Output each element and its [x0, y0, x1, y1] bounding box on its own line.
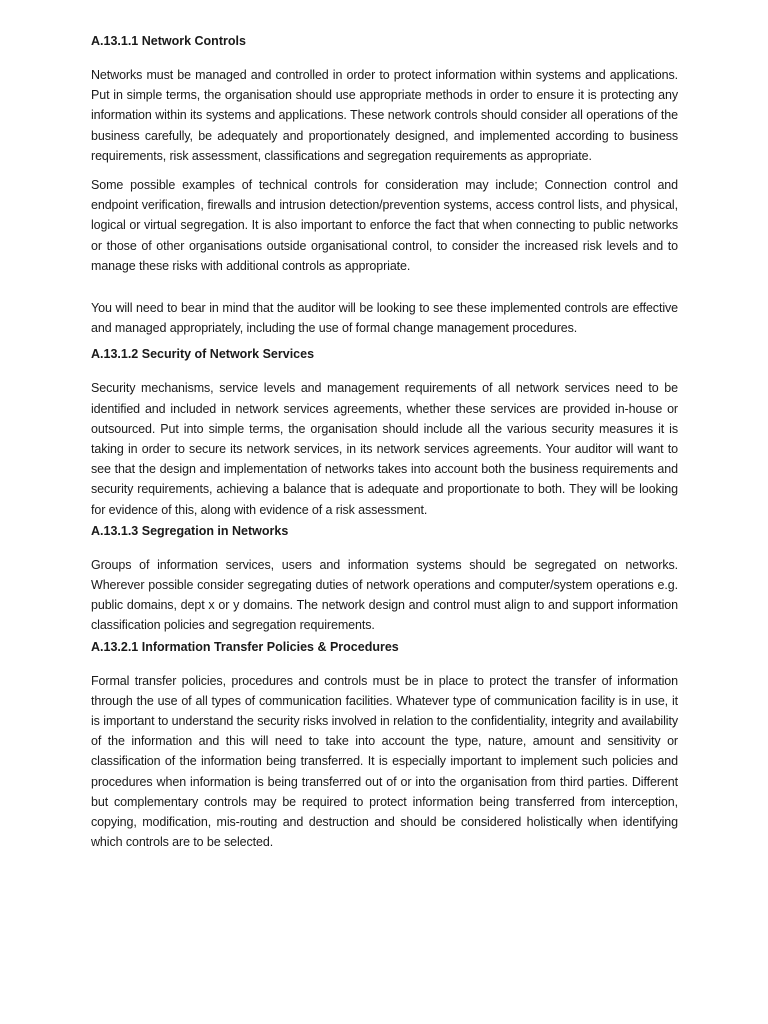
section-heading-network-controls: A.13.1.1 Network Controls [91, 34, 246, 48]
section-heading-segregation-in-networks: A.13.1.3 Segregation in Networks [91, 523, 289, 538]
paragraph-network-controls-2: Some possible examples of technical controls for consideration may include; Connection control and endpoint verification, firewalls and intrusion detection/prevention systems, access control lists, and physical, logical or virtual segregation. It is also important to enforce the fact that when connecting to public networks or those of other organisations outside organisational control, to consider the increased risk levels and to manage these risks with additional controls as appropriate. [91, 178, 678, 273]
document-page [91, 31, 678, 853]
paragraph-information-transfer: Formal transfer policies, procedures and controls must be in place to protect the transfer of information through the use of all types of communication facilities. Whatever type of communication facility is in use, it is important to understand the security risks involved in relation to the confidentiality, integrity and availability of the information and this will need to take into account the type, nature, amount and sensitivity or classification of the information being transferred. It is especially important to implement such policies and procedures when information is being transferred out of or into the organisation from third parties. Different but complementary controls may be required to protect information being transferred from interception, copying, modification, mis-routing and destruction and should be considered holistically when identifying which controls are to be selected. [91, 673, 678, 850]
paragraph-security-of-network-services: Security mechanisms, service levels and management requirements of all network services need to be identified and included in network services agreements, whether these services are provided in-house or outsourced. Put into simple terms, the organisation should include all the various security measures it is taking in order to secure its network services, in its network services agreements. Your auditor will want to see that the design and implementation of networks takes into account both the business requirements and security requirements, achieving a balance that is adequate and proportionate to both. They will be looking for evidence of this, along with evidence of a risk assessment. [91, 381, 678, 517]
section-heading-information-transfer: A.13.2.1 Information Transfer Policies & Procedures [91, 639, 399, 654]
section-heading-security-of-network-services: A.13.1.2 Security of Network Services [91, 347, 315, 362]
paragraph-network-controls-3: You will need to bear in mind that the auditor will be looking to see these implemented controls are effective and managed appropriately, including the use of formal change management procedures. [91, 301, 678, 336]
paragraph-network-controls-1: Networks must be managed and controlled in order to protect information within systems and applications. Put in simple terms, the organisation should use appropriate methods in order to ensure it is protecting any information within its systems and applications. These network controls should consider all operations of the business carefully, be adequately and proportionately designed, and implemented according to business requirements, risk assessment, classifications and segregation requirements as appropriate. [91, 68, 678, 163]
paragraph-segregation-in-networks: Groups of information services, users and information systems should be segregated on networks. Wherever possible consider segregating duties of network operations and computer/system operations e.g. public domains, dept x or y domains. The network design and control must align to and support information classification policies and segregation requirements. [91, 557, 678, 633]
